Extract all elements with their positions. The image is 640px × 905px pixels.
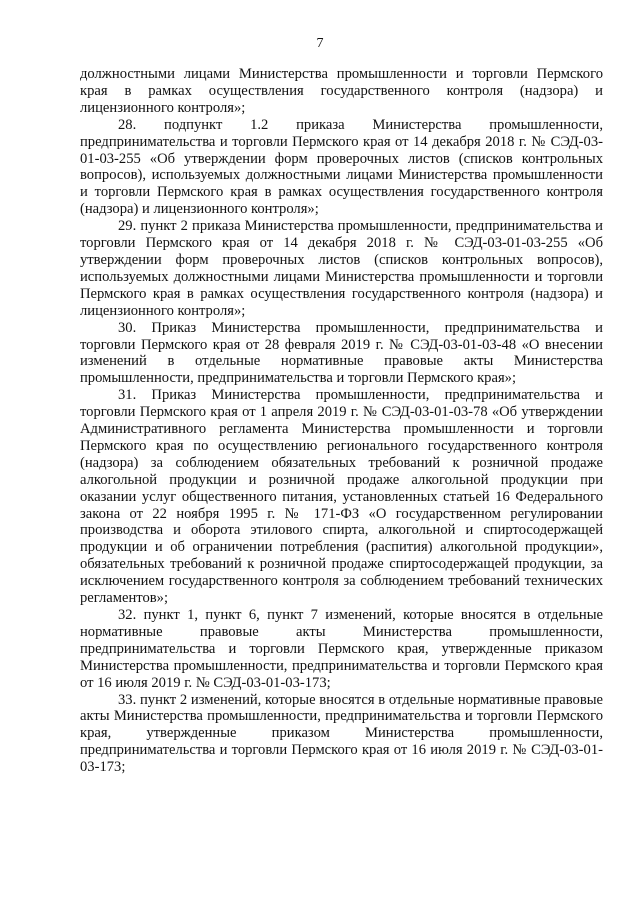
list-item-29: 29. пункт 2 приказа Министерства промышленности, предпринимательства и торговли Пермского края от 14 декабря 2018 г. № СЭД-03-01-03-255 «Об утверждении форм проверочных листов (списков контрольных вопросов), используемых должностными лицами Министерства промышленности и торговли Пермского края в рамках осуществления государственного контроля (надзора) и лицензионного контроля»; [80, 218, 603, 319]
page-number: 7 [316, 36, 324, 51]
paragraph-continuation: должностными лицами Министерства промышленности и торговли Пермского края в рамках осуществления государственного контроля (надзора) и лицензионного контроля»; [80, 66, 603, 116]
list-item-30: 30. Приказ Министерства промышленности, предпринимательства и торговли Пермского края от 28 февраля 2019 г. № СЭД-03-01-03-48 «О внесении изменений в отдельные нормативные правовые акты Министерства промышленности, предпринимательства и торговли Пермского края»; [80, 319, 603, 387]
document-body [80, 66, 603, 776]
list-item-33: 33. пункт 2 изменений, которые вносятся в отдельные нормативные правовые акты Министерства промышленности, предпринимательства и торговли Пермского края, утвержденные приказом Министерства промышленности, предпринимательства и торговли Пермского края от 16 июля 2019 г. № СЭД-03-01-03-173; [80, 691, 603, 776]
list-item-28: 28. подпункт 1.2 приказа Министерства промышленности, предпринимательства и торговли Пермского края от 14 декабря 2018 г. № СЭД-03-01-03-255 «Об утверждении форм проверочных листов (списков контрольных вопросов), используемых должностными лицами Министерства промышленности и торговли Пермского края в рамках осуществления государственного контроля (надзора) и лицензионного контроля»; [80, 116, 603, 218]
list-item-32: 32. пункт 1, пункт 6, пункт 7 изменений, которые вносятся в отдельные нормативные правовые акты Министерства промышленности, предпринимательства и торговли Пермского края, утвержденные приказом Министерства промышленности, предпринимательства и торговли Пермского края от 16 июля 2019 г. № СЭД-03-01-03-173; [80, 607, 603, 691]
list-item-31: 31. Приказ Министерства промышленности, предпринимательства и торговли Пермского края от 1 апреля 2019 г. № СЭД-03-01-03-78 «Об утверждении Административного регламента Министерства промышленности и торговли Пермского края по осуществлению регионального государственного контроля (надзора) за соблюдением обязательных требований к розничной продаже алкогольной продукции и розничной продаже алкогольной продукции при оказании услуг общественного питания, установленных статьей 16 Федерального закона от 22 ноября 1995 г. № 171-ФЗ «О государственном регулировании производства и оборота этилового спирта, алкогольной и спиртосодержащей продукции и об ограничении потребления (распития) алкогольной продукции», обязательных требований к розничной продаже спиртосодержащей продукции, за исключением государственного контроля за соблюдением требований технических регламентов»; [80, 387, 603, 607]
